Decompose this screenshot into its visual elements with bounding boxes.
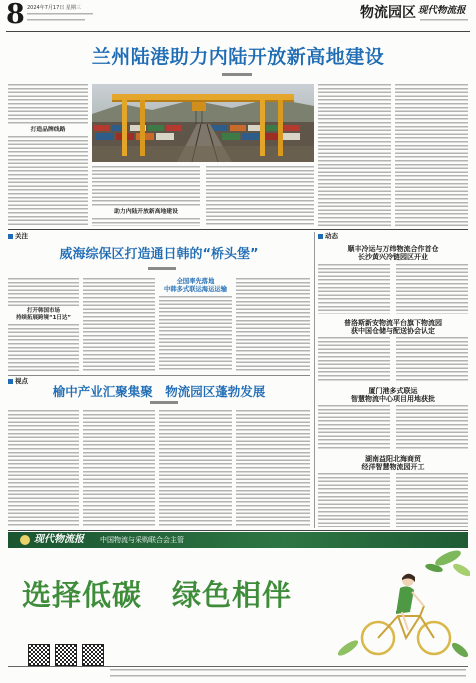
lead-subhead: 打造品牌线路 bbox=[30, 127, 66, 133]
section-divider bbox=[8, 229, 468, 230]
byline bbox=[150, 401, 178, 404]
news-headline: 智慧物流中心项目用地获批 bbox=[351, 395, 435, 403]
section-title: 物流园区 bbox=[360, 5, 416, 21]
section-divider bbox=[8, 375, 310, 376]
body-text-column bbox=[8, 84, 88, 125]
news-headline: 普洛斯新安物流平台旗下物流园 bbox=[344, 319, 442, 327]
body-text-column bbox=[159, 296, 232, 372]
newspaper-logo: 现代物流报 bbox=[418, 5, 466, 16]
editor-info-line bbox=[27, 13, 93, 15]
body-text-column bbox=[92, 166, 200, 207]
section-tab-label: 视点 bbox=[15, 377, 28, 385]
body-text-column bbox=[318, 473, 390, 527]
focus-headline: 威海综保区打造通日韩的“桥头堡” bbox=[59, 247, 259, 262]
body-text-column bbox=[83, 410, 155, 528]
byline bbox=[148, 267, 176, 270]
body-text-column bbox=[396, 264, 468, 314]
body-text-column bbox=[318, 405, 390, 449]
focus-subhead: 打开韩国市场 bbox=[26, 308, 60, 314]
ad-organization: 中国物流与采购联合会主管 bbox=[100, 536, 184, 544]
body-text-column bbox=[396, 337, 468, 381]
port-photo bbox=[92, 84, 314, 162]
section-tab-viewpoint bbox=[8, 377, 28, 385]
issue-date: 2024年7月17日 星期三 bbox=[27, 5, 81, 11]
header-rule bbox=[6, 31, 470, 32]
footer-text-line bbox=[110, 675, 466, 677]
section-marker-icon bbox=[318, 234, 323, 239]
cyclist-illustration bbox=[338, 550, 470, 662]
lead-headline: 兰州陆港助力内陆开放新高地建设 bbox=[91, 46, 385, 68]
body-text-column bbox=[236, 278, 310, 372]
footer-text-line bbox=[110, 669, 466, 671]
news-headline: 顺丰冷运与万纬物流合作首仓 bbox=[347, 245, 439, 253]
body-text-column bbox=[396, 405, 468, 449]
section-divider bbox=[8, 530, 468, 531]
focus-highlight: 全国率先落地 bbox=[176, 278, 215, 285]
body-text-column bbox=[8, 278, 79, 306]
qr-code bbox=[28, 644, 50, 666]
news-headline: 获中国仓储与配送协会认定 bbox=[351, 327, 435, 335]
focus-subhead: 持续拓展跨境“1日达” bbox=[15, 315, 72, 321]
body-text-column bbox=[8, 136, 88, 226]
ad-banner bbox=[8, 532, 468, 548]
body-text-column bbox=[318, 84, 391, 226]
body-text-column bbox=[206, 166, 314, 226]
body-text-column bbox=[236, 410, 310, 528]
footer-rule bbox=[8, 666, 468, 667]
body-text-column bbox=[92, 218, 200, 226]
viewpoint-headline: 榆中产业汇聚集聚 物流园区蓬勃发展 bbox=[52, 384, 266, 399]
qr-code bbox=[55, 644, 77, 666]
logo-emblem-icon bbox=[20, 535, 30, 545]
news-headline: 经洋智慧物流园开工 bbox=[361, 463, 425, 471]
body-text-column bbox=[396, 473, 468, 527]
focus-highlight: 中韩多式联运海运运输 bbox=[164, 286, 227, 293]
ad-logo: 现代物流报 bbox=[34, 534, 84, 545]
body-text-column bbox=[83, 278, 155, 372]
column-divider bbox=[314, 232, 315, 528]
byline bbox=[222, 73, 252, 76]
logo-subtitle-line bbox=[420, 19, 468, 21]
body-text-column bbox=[8, 324, 79, 372]
body-text-column bbox=[395, 84, 468, 226]
ad-slogan: 选择低碳 绿色相伴 bbox=[22, 578, 293, 612]
editor-info-line bbox=[27, 19, 85, 21]
bicycle-icon bbox=[362, 606, 450, 654]
lead-subhead: 助力内陆开放新高地建设 bbox=[114, 209, 178, 215]
section-marker-icon bbox=[8, 379, 13, 384]
page-number: 8 bbox=[6, 0, 25, 30]
section-tab-focus bbox=[8, 232, 28, 240]
section-marker-icon bbox=[8, 234, 13, 239]
body-text-column bbox=[8, 410, 79, 528]
news-headline: 长沙黄兴冷链园区开业 bbox=[358, 253, 428, 261]
body-text-column bbox=[159, 410, 232, 528]
section-tab-label: 动态 bbox=[325, 232, 338, 240]
body-text-column bbox=[318, 264, 390, 314]
qr-code bbox=[82, 644, 104, 666]
news-headline: 湖南益阳北海商贸 bbox=[365, 455, 421, 463]
section-tab-label: 关注 bbox=[15, 232, 28, 240]
body-text-column bbox=[318, 337, 390, 381]
news-headline: 厦门港多式联运 bbox=[368, 387, 418, 395]
section-tab-news bbox=[318, 232, 338, 240]
